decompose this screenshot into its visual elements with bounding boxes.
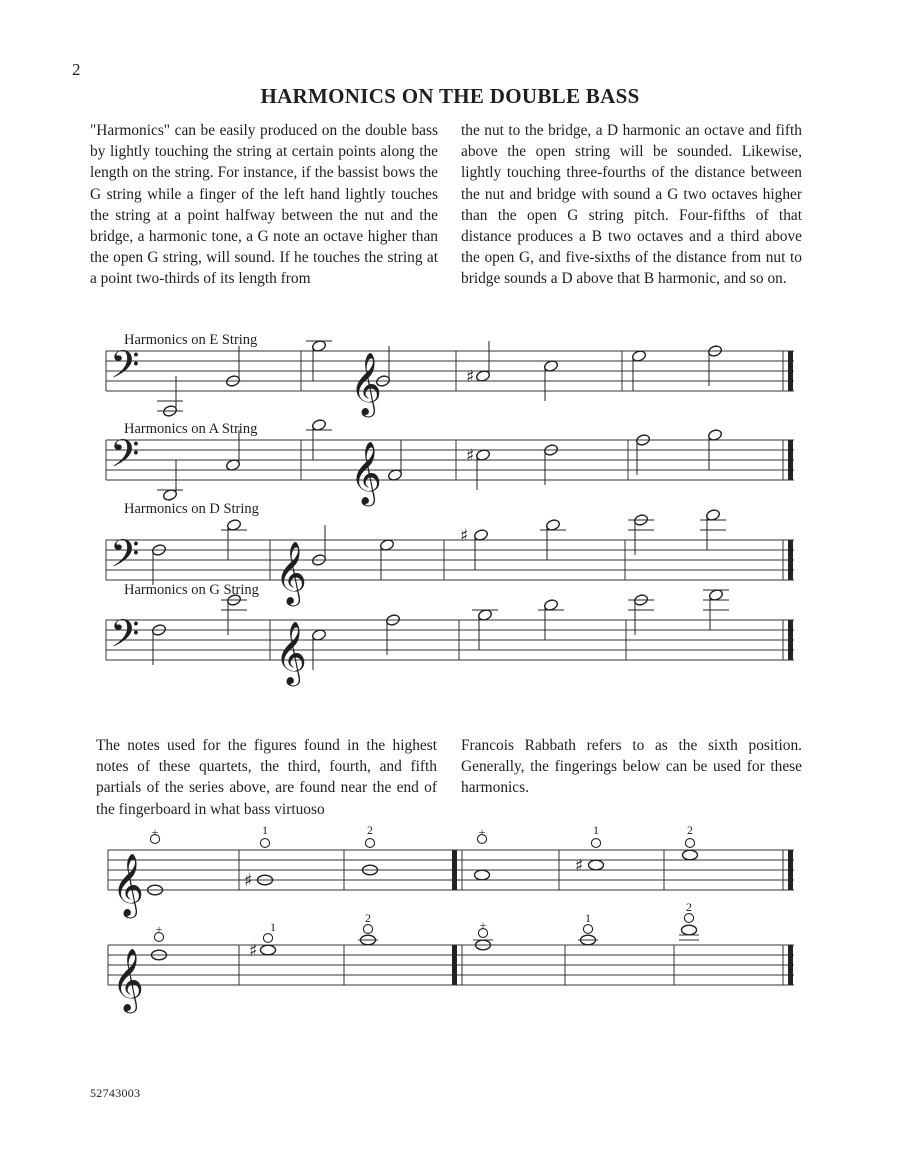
page-title: HARMONICS ON THE DOUBLE BASS [260,84,640,108]
sharp-sign-icon: ♯ [460,526,469,546]
double-barline [452,850,457,890]
bass-clef-icon: 𝄢 [110,611,140,665]
intro-paragraph-left: "Harmonics" can be easily produced on the double bass by lightly touching the string at certain points along the length on the string. For instance, if the bassist bows the G string while a finger of the left hand lightly touches the string at a point halfway between the nut and the bridge, a harmonic tone, a G note an octave higher than the open G string, will sound. If he touches the string at a point two-thirds of its length from [90,122,438,288]
sharp-sign-icon: ♯ [244,871,253,891]
final-barline [788,351,793,391]
treble-clef-icon: 𝄞 [112,948,144,1011]
fingering-mark-2: 2 [686,900,692,914]
treble-clef-icon: 𝄞 [350,441,382,504]
staff-lines [108,850,794,890]
staff-lines [106,620,794,660]
sharp-sign-icon: ♯ [249,941,258,961]
staff-system-g-string [106,582,794,687]
system-label-g-string: Harmonics on G String [124,582,259,598]
notes [151,588,729,670]
fingering-mark-1: 1 [585,911,591,925]
final-barline [788,540,793,580]
system-label-a-string: Harmonics on A String [124,421,258,437]
final-barline [788,440,793,480]
system-label-d-string: Harmonics on D String [124,501,259,517]
final-barline [788,850,793,890]
notes [151,508,726,585]
outro-paragraph-left: The notes used for the figures found in the highest notes of these quartets, the third, fourth, and fifth partials of the series above, are found near the end of the fingerboard in what bass virtuoso [96,737,437,818]
final-barline [788,945,793,985]
staff-lines [106,351,794,391]
sharp-sign-icon: ♯ [466,367,475,387]
fingering-mark-2: 2 [367,823,373,837]
bass-clef-icon: 𝄢 [110,431,140,485]
outro-paragraph-right: Francois Rabbath refers to as the sixth position. Generally, the fingerings below can be used for these harmonics. [461,737,802,797]
sharp-sign-icon: ♯ [575,856,584,876]
staff-lines [106,440,794,480]
treble-clef-icon: 𝄞 [275,621,307,684]
bass-clef-icon: 𝄢 [110,342,140,396]
staff-lines [108,945,794,985]
thumb-position-mark: + [151,825,159,839]
treble-clef-icon: 𝄞 [275,541,307,604]
fingering-mark-1: 1 [270,920,276,934]
catalog-number: 52743003 [90,1086,141,1100]
fingering-mark-1: 1 [593,823,599,837]
fingering-system-2 [108,900,794,1014]
page-number: 2 [72,60,81,79]
notes [148,835,698,895]
notes [152,914,697,960]
bass-clef-icon: 𝄢 [110,531,140,585]
final-barline [788,620,793,660]
intro-paragraph-right: the nut to the bridge, a D harmonic an octave and fifth above the open string will be sounded. Likewise, lightly touching three-fourths of the distance between the nut and bridge with sound a G two octaves higher than the open G string pitch. Four-fifths of that distance produces a B two octaves and a third above the open G, and five-sixths of the distance from nut to bridge sounds a D above that B harmonic, and so on. [461,122,802,288]
staff-lines [106,540,794,580]
thumb-position-mark: + [478,825,486,839]
treble-clef-icon: 𝄞 [350,352,382,415]
thumb-position-mark: + [479,918,487,932]
thumb-position-mark: + [155,922,163,936]
staff-system-a-string [106,418,794,507]
fingering-mark-2: 2 [687,823,693,837]
treble-clef-icon: 𝄞 [112,853,144,916]
system-label-e-string: Harmonics on E String [124,332,258,348]
double-barline [452,945,457,985]
staff-system-e-string [106,332,794,418]
fingering-mark-2: 2 [365,911,371,925]
fingering-mark-1: 1 [262,823,268,837]
sharp-sign-icon: ♯ [466,446,475,466]
